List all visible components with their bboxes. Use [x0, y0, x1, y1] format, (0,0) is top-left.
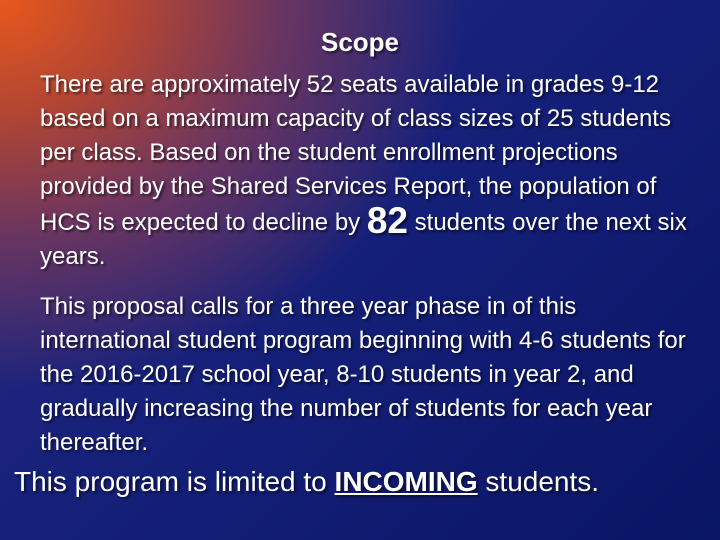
decline-number: 82 — [366, 200, 408, 241]
paragraph-capacity — [40, 68, 710, 274]
slide-title-text: Scope — [320, 27, 400, 57]
footer-statement — [14, 466, 714, 498]
paragraph-capacity-tail: students over the next six years. — [40, 209, 687, 270]
footer-tail: students. — [477, 466, 600, 497]
paragraph-capacity-text: There are approximately 52 seats available in grades 9-12 based on a maximum capacity of class sizes of 25 students per class. Based on the student enrollment projections provided by the Shared Services Report, the population of HCS is expected to decline by — [40, 71, 671, 236]
paragraph-proposal: This proposal calls for a three year phase in of this international student program beginning with 4-6 students for the 2016-2017 school year, 8-10 students in year 2, and gradually increasing the number of students for each year thereafter. — [40, 293, 686, 456]
footer-emphasis: INCOMING — [334, 466, 478, 497]
footer-text: This program is limited to — [14, 466, 335, 497]
slide-title — [0, 27, 720, 58]
